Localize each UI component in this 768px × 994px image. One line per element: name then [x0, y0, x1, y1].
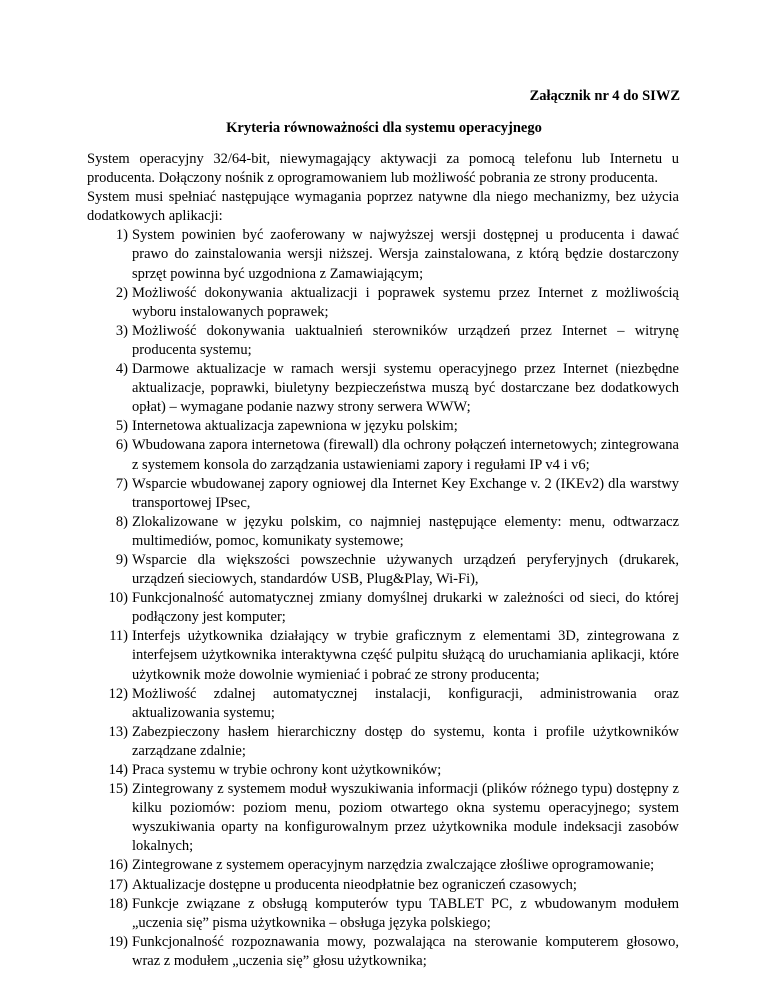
- requirement-item: [87, 417, 679, 436]
- requirement-number: 9): [115, 551, 128, 568]
- requirement-item: [87, 360, 679, 417]
- requirement-text: Aktualizacje dostępne u producenta nieodpłatnie bez ograniczeń czasowych;: [132, 876, 577, 893]
- requirement-item: [87, 761, 679, 780]
- requirement-item: [87, 780, 679, 856]
- requirement-item: [87, 551, 679, 589]
- requirements-list: [87, 226, 679, 971]
- requirement-text: Możliwość zdalnej automatycznej instalacji, konfiguracji, administrowania oraz aktualizowania systemu;: [132, 685, 679, 721]
- requirement-number: 7): [115, 475, 128, 492]
- requirement-text: Zlokalizowane w języku polskim, co najmniej następujące elementy: menu, odtwarzacz multimediów, pomoc, komunikaty systemowe;: [132, 513, 679, 549]
- requirement-item: [87, 895, 679, 933]
- requirement-item: [87, 322, 679, 360]
- requirement-number: 17): [108, 876, 128, 893]
- requirement-text: Zabezpieczony hasłem hierarchiczny dostęp do systemu, konta i profile użytkowników zarządzane zdalnie;: [132, 723, 679, 759]
- requirement-number: 1): [115, 227, 128, 244]
- requirement-number: 6): [115, 437, 128, 454]
- requirement-number: 5): [115, 418, 128, 435]
- requirement-item: [87, 723, 679, 761]
- requirement-item: [87, 685, 679, 723]
- requirement-text: Wsparcie dla większości powszechnie używanych urządzeń peryferyjnych (drukarek, urządzeń sieciowych, standardów USB, Plug&Play, Wi-Fi),: [132, 551, 679, 588]
- requirement-text: Wbudowana zapora internetowa (firewall) dla ochrony połączeń internetowych; zintegrowana z systemem konsola do zarządzania ustawieniami zapory i regułami IP v4 i v6;: [132, 437, 679, 473]
- requirement-number: 8): [115, 513, 128, 530]
- requirement-item: [87, 876, 679, 895]
- requirement-text: Darmowe aktualizacje w ramach wersji systemu operacyjnego przez Internet (niezbędne aktualizacje, poprawki, biuletyny bezpieczeństwa muszą być dostarczane bez dodatkowych opłat) – wymagane podanie nazwy strony serwera WWW;: [132, 361, 679, 416]
- requirement-item: [87, 475, 679, 513]
- document-title: Kryteria równoważności dla systemu operacyjnego: [226, 120, 542, 136]
- requirement-text: System powinien być zaoferowany w najwyższej wersji dostępnej u producenta i dawać prawo do zainstalowania wersji niższej. Wersja zainstalowana, z którą będzie dostarczony sprzęt powinna być uzgodniona z Zamawiającym;: [132, 227, 679, 282]
- requirement-item: [87, 284, 679, 322]
- requirement-number: 12): [108, 685, 128, 702]
- requirement-item: [87, 933, 679, 971]
- intro-paragraph-1: System operacyjny 32/64-bit, niewymagający aktywacji za pomocą telefonu lub Internetu u producenta. Dołączony nośnik z oprogramowaniem lub możliwość pobrania ze strony producenta.: [87, 151, 679, 187]
- intro-paragraph-2: System musi spełniać następujące wymagania poprzez natywne dla niego mechanizmy, bez użycia dodatkowych aplikacji:: [87, 189, 679, 225]
- requirement-item: [87, 226, 679, 283]
- requirement-number: 19): [108, 933, 128, 950]
- requirement-text: Funkcjonalność rozpoznawania mowy, pozwalająca na sterowanie komputerem głosowo, wraz z modułem „uczenia się” głosu użytkownika;: [132, 933, 679, 969]
- requirement-number: 11): [109, 628, 128, 645]
- requirement-item: [87, 856, 679, 875]
- requirement-text: Zintegrowane z systemem operacyjnym narzędzia zwalczające złośliwe oprogramowanie;: [132, 857, 655, 874]
- requirement-number: 3): [115, 322, 128, 339]
- requirement-item: [87, 513, 679, 551]
- requirement-number: 14): [108, 762, 128, 778]
- requirement-item: [87, 436, 679, 474]
- requirement-text: Wsparcie wbudowanej zapory ogniowej dla Internet Key Exchange v. 2 (IKEv2) dla warstwy transportowej IPsec,: [132, 475, 679, 511]
- requirement-number: 2): [115, 284, 128, 301]
- requirement-text: Praca systemu w trybie ochrony kont użytkowników;: [132, 762, 442, 778]
- requirement-text: Internetowa aktualizacja zapewniona w języku polskim;: [132, 418, 458, 435]
- requirement-number: 16): [108, 857, 128, 874]
- requirement-text: Funkcjonalność automatycznej zmiany domyślnej drukarki w zależności od sieci, do której podłączony jest komputer;: [132, 590, 679, 626]
- requirement-text: Funkcje związane z obsługą komputerów typu TABLET PC, z wbudowanym modułem „uczenia się” pisma użytkownika – obsługa języka polskiego;: [132, 895, 679, 931]
- requirement-item: [87, 589, 679, 627]
- requirement-number: 13): [108, 723, 128, 740]
- requirement-number: 18): [108, 895, 128, 912]
- requirement-number: 4): [115, 361, 128, 378]
- requirement-text: Możliwość dokonywania uaktualnień sterowników urządzeń przez Internet – witrynę producenta systemu;: [132, 322, 679, 358]
- requirement-text: Interfejs użytkownika działający w trybie graficznym z elementami 3D, zintegrowana z interfejsem użytkownika interaktywna część pulpitu służącą do uruchamiania aplikacji, które użytkownik może dowolnie wymieniać i pobrać ze strony producenta;: [132, 628, 679, 683]
- annex-label: Załącznik nr 4 do SIWZ: [529, 88, 680, 104]
- document-body: [87, 150, 679, 971]
- requirement-text: Zintegrowany z systemem moduł wyszukiwania informacji (plików różnego typu) dostępny z kilku poziomów: poziom menu, poziom otwartego okna systemu operacyjnego; system wyszukiwania oparty na konfigurowalnym przez użytkownika module indeksacji zasobów lokalnych;: [132, 781, 679, 855]
- requirement-text: Możliwość dokonywania aktualizacji i poprawek systemu przez Internet z możliwością wyboru instalowanych poprawek;: [132, 284, 679, 320]
- requirement-item: [87, 627, 679, 684]
- requirement-number: 10): [108, 590, 128, 607]
- requirement-number: 15): [108, 781, 128, 798]
